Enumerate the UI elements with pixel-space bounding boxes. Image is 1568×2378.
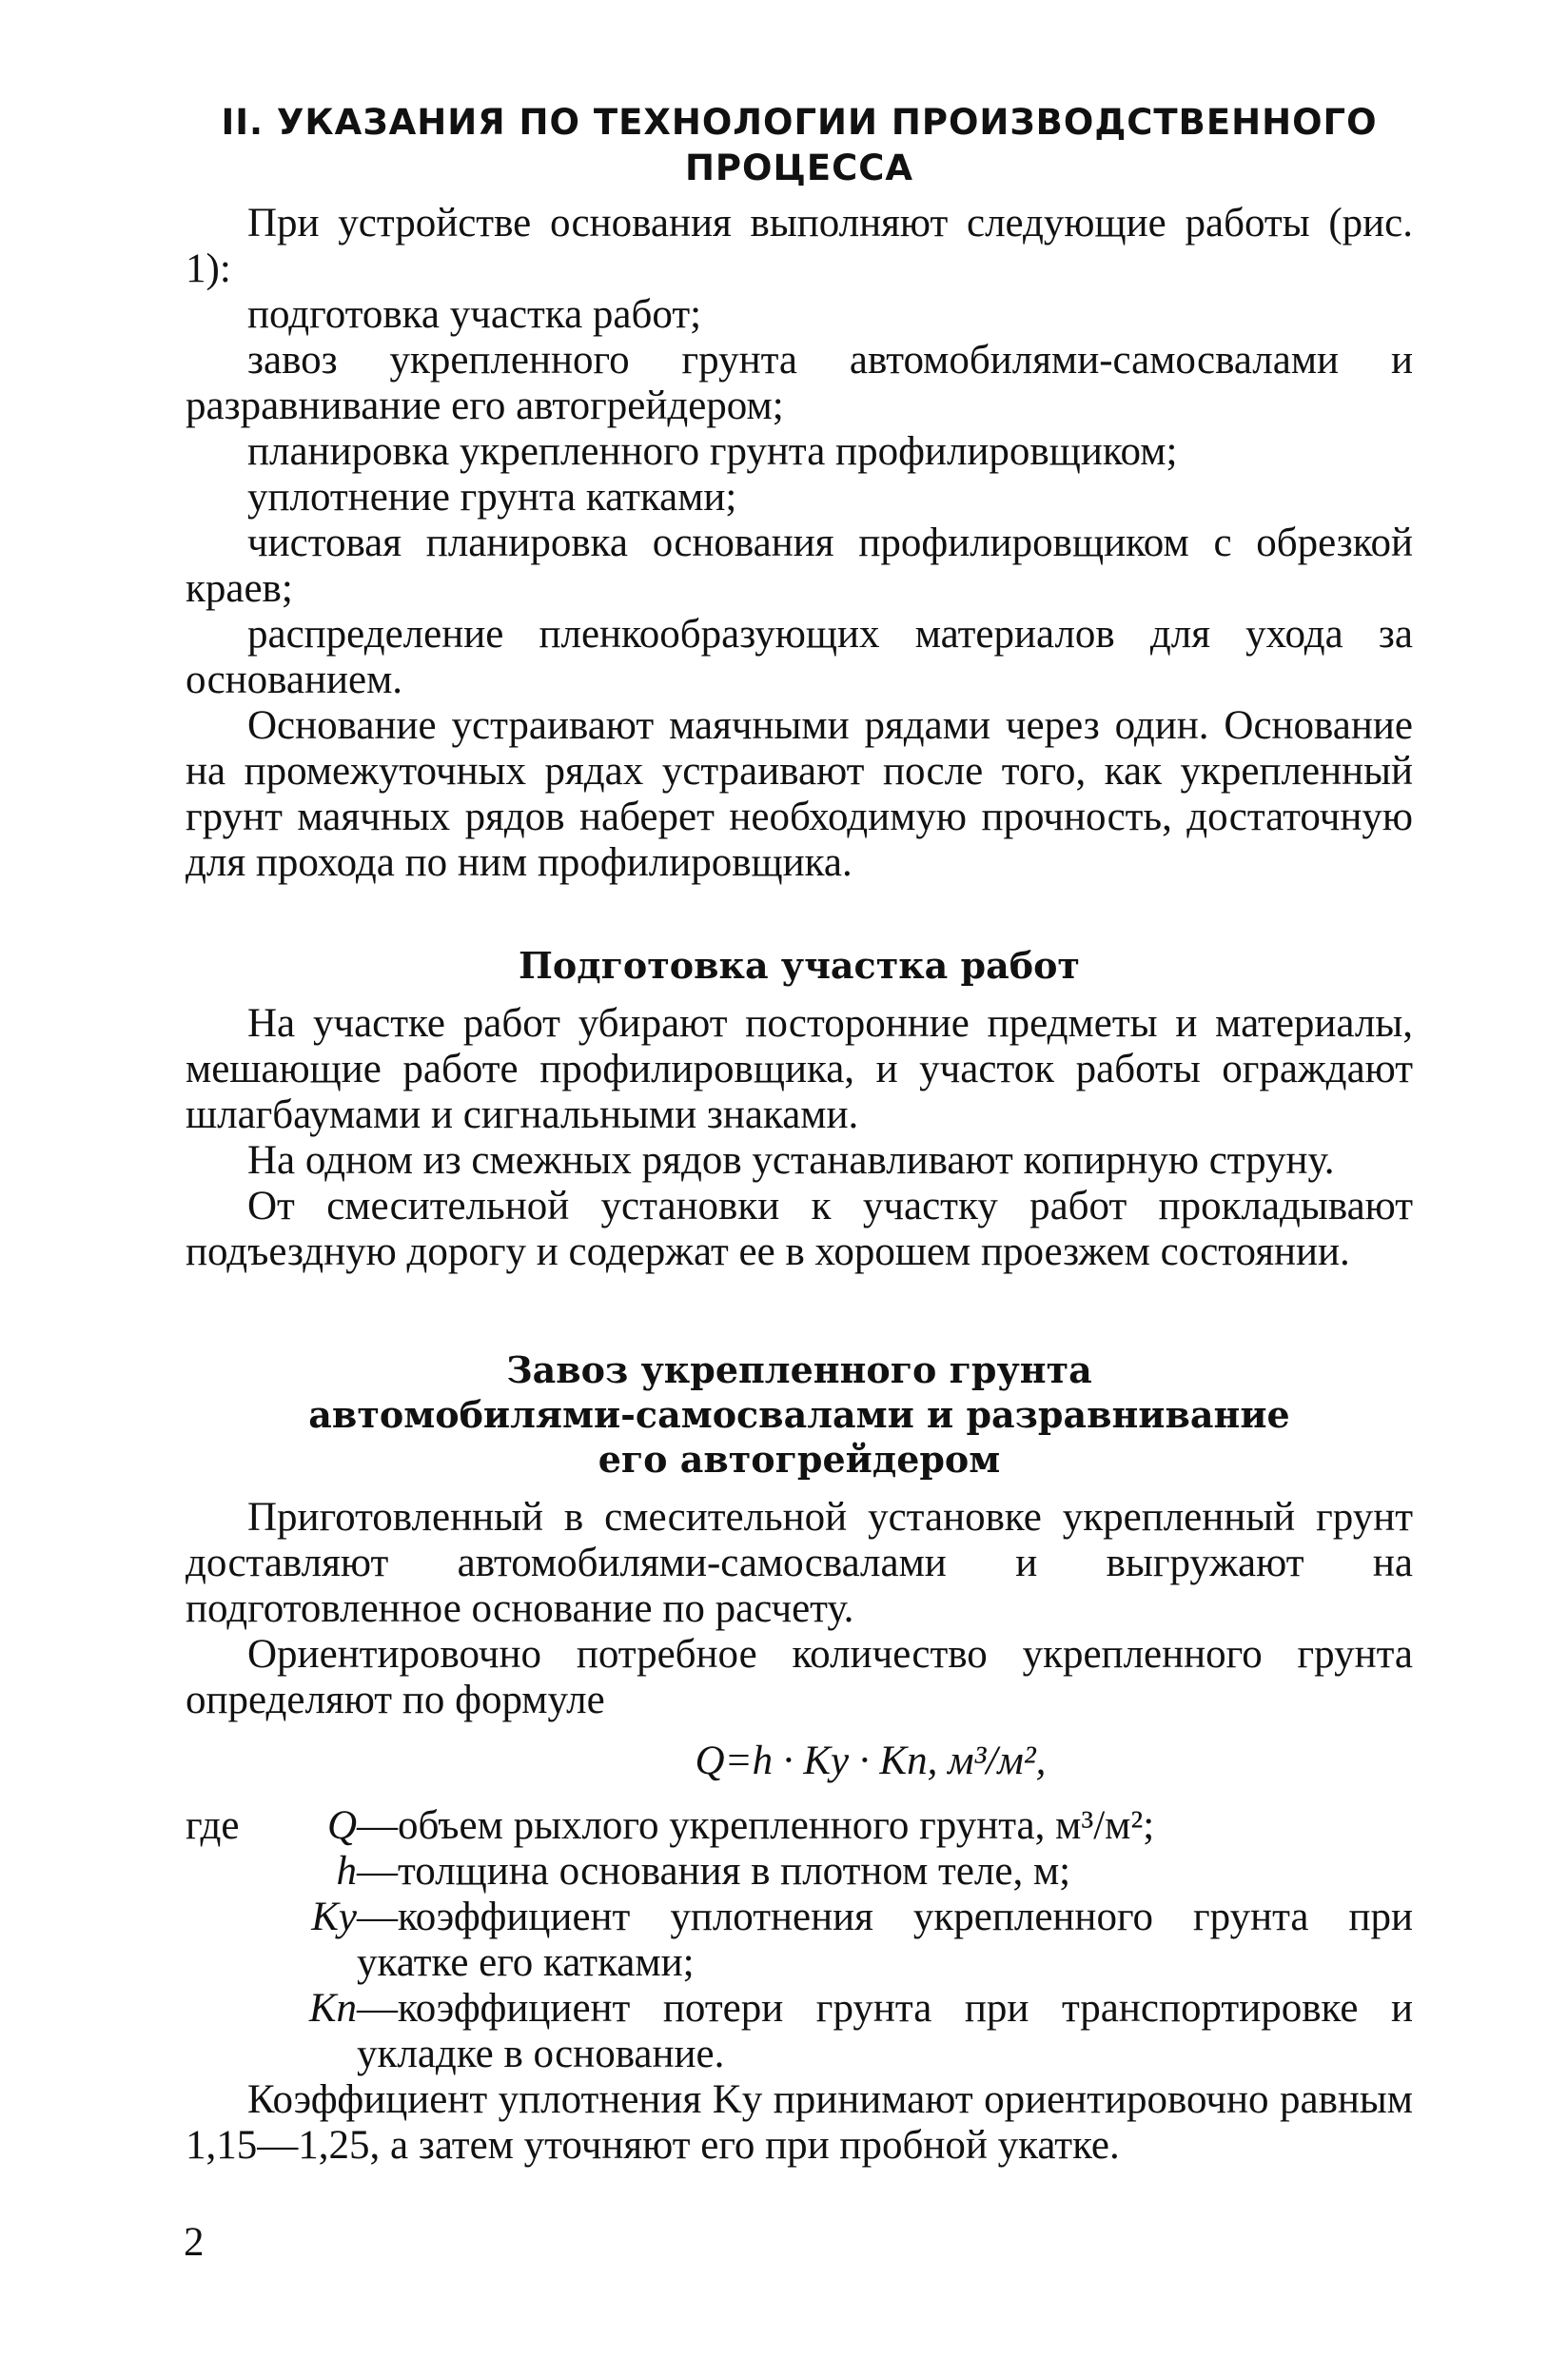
work-item: распределение пленкообразующих материалов для ухода за основанием. (186, 612, 1413, 702)
definition-symbol: Q (326, 1803, 357, 1848)
prep-paragraph: На одном из смежных рядов устанавливают копирную струну. (247, 1138, 1335, 1183)
work-item: уплотнение грунта катками; (247, 475, 737, 520)
definition-row (186, 1849, 1413, 1895)
definition-text: —коэффициент уплотнения укрепленного грунта при укатке его катками; (357, 1895, 1413, 1985)
definition-row (186, 1803, 1413, 1849)
delivery-heading-line: его автогрейдером (598, 1438, 1001, 1481)
volume-formula: Q=h · Kу · Kп, м³/м², (695, 1739, 1047, 1783)
work-item: планировка укрепленного грунта профилировщиком; (247, 429, 1178, 474)
definition-row (186, 1895, 1413, 1986)
delivery-paragraph: Приготовленный в смесительной установке укрепленный грунт доставляют автомобилями-самосвалами и выгружают на подготовленное основание по расчету. (186, 1495, 1413, 1631)
intro-lead: При устройстве основания выполняют следующие работы (рис. 1): (186, 201, 1413, 291)
prep-heading: Подготовка участка работ (519, 944, 1080, 987)
formula-definitions (186, 1803, 1413, 2077)
definition-text: —коэффициент потери грунта при транспортировке и укладке в основание. (357, 1986, 1413, 2076)
definition-symbol: Kп (308, 1986, 357, 2031)
delivery-paragraph: Коэффициент уплотнения Kу принимают ориентировочно равным 1,15—1,25, а затем уточняют его при пробной укатке. (186, 2077, 1413, 2168)
page-number: 2 (184, 2220, 205, 2265)
definition-text: —толщина основания в плотном теле, м; (357, 1849, 1071, 1894)
definition-text: —объем рыхлого укрепленного грунта, м³/м²; (357, 1803, 1155, 1848)
beacon-paragraph: Основание устраивают маячными рядами через один. Основание на промежуточных рядах устраивают после того, как укрепленный грунт маячных рядов наберет необходимую прочность, достаточную для прохода по ним профилировщика. (186, 703, 1413, 885)
definition-symbol: Kу (311, 1895, 357, 1939)
delivery-paragraph: Ориентировочно потребное количество укрепленного грунта определяют по формуле (186, 1632, 1413, 1722)
work-item: завоз укрепленного грунта автомобилями-самосвалами и разравнивание его автогрейдером; (186, 338, 1413, 428)
work-item: подготовка участка работ; (247, 292, 702, 337)
section-title: II. УКАЗАНИЯ ПО ТЕХНОЛОГИИ ПРОИЗВОДСТВЕННОГО ПРОЦЕССА (221, 102, 1378, 188)
delivery-heading-line: автомобилями-самосвалами и разравнивание (308, 1393, 1290, 1436)
page-body (186, 100, 1413, 2169)
where-word: где (186, 1803, 240, 1848)
delivery-heading-line: Завоз укрепленного грунта (506, 1348, 1092, 1391)
definition-symbol: h (336, 1849, 357, 1894)
prep-paragraph: От смесительной установки к участку работ прокладывают подъездную дорогу и содержат ее в хорошем проезжем состоянии. (186, 1184, 1413, 1274)
definition-row (186, 1986, 1413, 2077)
prep-paragraph: На участке работ убирают посторонние предметы и материалы, мешающие работе профилировщика, и участок работы ограждают шлагбаумами и сигнальными знаками. (186, 1001, 1413, 1137)
work-item: чистовая планировка основания профилировщиком с обрезкой краев; (186, 521, 1413, 611)
